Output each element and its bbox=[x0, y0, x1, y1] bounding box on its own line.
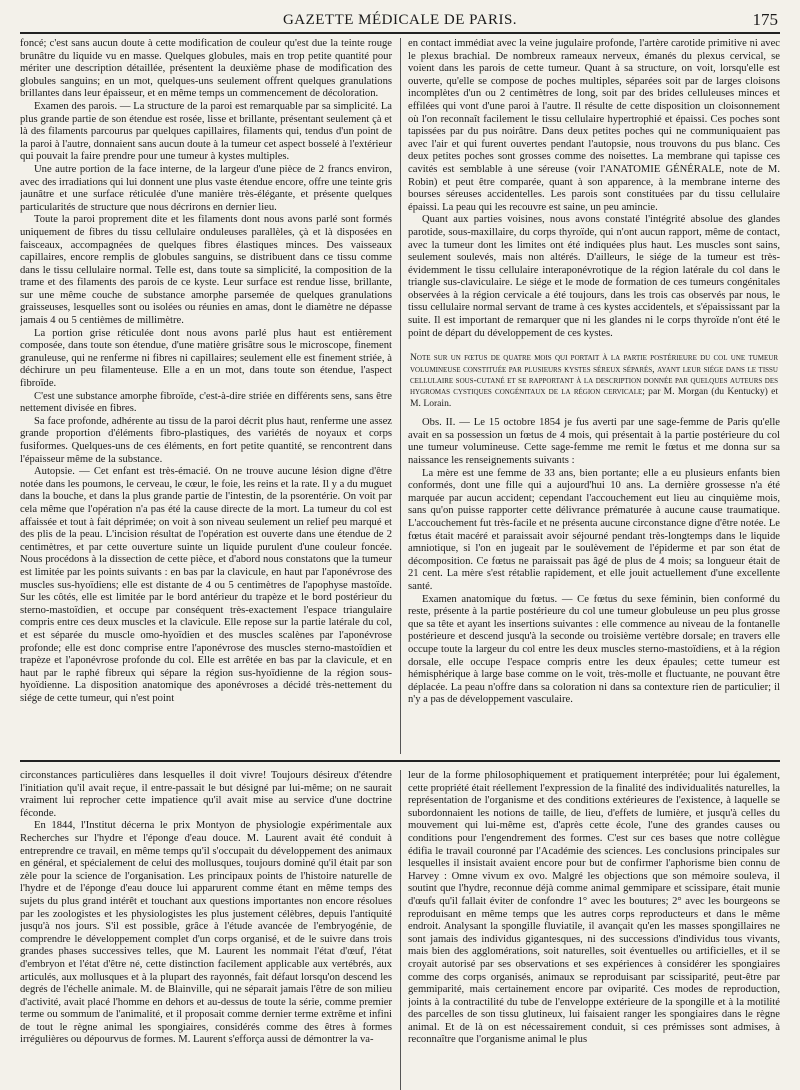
paragraph: circonstances particulières dans lesquelles il doit vivre! Toujours désireux d'étendre l'initiation qu'il avait reçue, il entre-passait le but désigné par lui-même; on ne saurait vraiment lui reprocher cette impatience qu'il avait mise au service d'une doctrine féconde. bbox=[20, 770, 392, 819]
column-divider bbox=[400, 38, 401, 754]
section-rule bbox=[20, 760, 780, 762]
paragraph: C'est une substance amorphe fibroïde, c'est-à-dire striée en différents sens, sans être nettement divisée en fibres. bbox=[20, 390, 392, 415]
paragraph: en contact immédiat avec la veine jugulaire profonde, l'artère carotide primitive ni avec le plexus brachial. De nombreux rameaux nerveux, émanés du plexus cervical, se voient dans les parois de cette tumeur. Quant à sa structure, on voit, lorsqu'elle est ouverte, qu'elle se compose de poches multiples, séparées soit par de larges cloisons incomplètes d'un ou 2 centimètres de long, soit par des brides celluleuses minces et effilées qui vont d'une paroi à l'autre. Il résulte de cette disposition un cloisonnement où l'on reconnaît facilement le tissu cellulaire hypertrophié et épaissi. Ces poches sont tapissées par du pus noirâtre. Dans deux petites poches qui ne communiquaient pas avec l'air et qui furent ouvertes pendant l'autopsie, nous trouvons du pus blanc. Ces deux petites poches sont grosses comme des noisettes. La membrane qui tapisse ces cavités est semblable à une séreuse (voir l'ANATOMIE GÉNÉRALE, note de M. Robin) et peut être comparée, quant à son apparence, à la membrane interne des bourses séreuses accidentelles. Les parois sont constituées par du tissu cellulaire épaissi. La peau qui les recouvre est saine, un peu amincie. bbox=[408, 38, 780, 213]
paragraph: En 1844, l'Institut décerna le prix Montyon de physiologie expérimentale aux Recherches sur l'hydre et l'éponge d'eau douce. M. Laurent avait été conduit à entreprendre ce travail, en même temps qu'il s'occupait du développement des animaux en général, et spécialement de celui des mollusques, toujours dominé qu'il était par son zèle pour la science de l'organisation. Les principaux points de l'histoire naturelle de l'hydre et de l'éponge d'eau douce lui apparurent comme étant en même temps des sujets du plus grand intérêt et touchant aux questions importantes non encore résolues par les zoologistes et les physiologistes les plus justement célèbres, depuis l'antiquité jusqu'à nos jours. S'il est possible, grâce à l'étude avancée de l'embryogénie, de comprendre le développement complet d'un corps organisé, et de le suivre dans trois grandes phases successives telles, que M. Laurent les nommait l'état d'œuf, l'état d'embryon et l'état d'être né, cette distinction facilement applicable aux vertébrés, aux articulés, aux mollusques et à la plupart des rayonnés, fait défaut lorsqu'on descend les degrés de l'échelle animale. M. de Blainville, qui ne séparait jamais l'être de son milieu d'activité, avait placé l'homme en dehors et au-dessus de toute la série, comme premier terme ou sommum de l'animalité, et il proposait comme dernier terme extrême et infini de tout le règne animal les spongiaires, considérés comme des êtres à formes irrégulières ou dépourvus de formes. M. Laurent s'efforça aussi de démontrer la va- bbox=[20, 820, 392, 1046]
page-header bbox=[20, 10, 780, 34]
top-right-column bbox=[408, 38, 780, 754]
paragraph: Toute la paroi proprement dite et les filaments dont nous avons parlé sont formés uniquement de fibres du tissu cellulaire onduleuses parallèles, çà et là disposées en faisceaux, accompagnées de quelques fibres élastiques minces. Des vaisseaux capillaires, encore remplis de globules sanguins, se distribuent dans ce tissu comme dans le tissu cellulaire normal. Telle est, dans toute sa simplicité, la composition de la trame et des filaments des parois de ce kyste. Leur surface est rendue lisse, brillante, sur une même couche de substance amorphe parsemée de quelques granulations graisseuses, lesquelles sont ou isolées ou réunies en amas, dont le diamètre ne dépasse jamais 4 ou 5 centièmes de millimètre. bbox=[20, 214, 392, 327]
paragraph: leur de la forme philosophiquement et pratiquement interprétée; pour lui également, cette propriété était réellement l'expression de la finalité des individualités naturelles, la représentation de l'organisme et des conditions extérieures de l'existence, à laquelle se subordonnaient les notions de taille, de lieu, d'effets de lumière, et jusqu'à celles du mouvement qui lui-même est, d'après cette école, l'une des grandes causes ou conditions pour l'engendrement des formes. C'est sur ces bases que notre collègue édifia le travail couronné par l'Académie des sciences. Les conclusions principales sur lesquelles il insistait avaient encore pour but de confirmer l'aphorisme bien connu de Harvey : Omne vivum ex ovo. Malgré les objections que son mémoire souleva, il soutint que l'hydre, reconnue déjà comme animal gemmipare et scissipare, était munie d'œufs qu'il fallait éviter de confondre 1° avec les boutures; 2° avec les bourgeons se reproduisant en même temps que les autres corps reproducteurs et dans le même endroit. Analysant la spongille fluviatile, il avançait qu'en les masses spongillaires ne sont jamais des individus gigantesques, ni des successions d'individus tous vivants, mais bien des agglomérations, soit naturelles, soit éventuelles ou artificielles, et il se croyait autorisé par ses observations et ses expériences à considérer les spongiaires comme des corps organisés, animaux se reproduisant par scissiparité, peut-être par gemmiparité, mais certainement encore par oviparité. Ces modes de reproduction, joints à la contractilité du tube de l'enveloppe extérieure de la spongille et à la motilité des parcelles de son tissu glutineux, lui faisaient ranger les spongiaires dans le règne animal. Et de là on est nécessairement conduit, si ces prémisses sont admises, à reconnaître que l'organisme animal le plus bbox=[408, 770, 780, 1046]
paragraph: Obs. II. — Le 15 octobre 1854 je fus averti par une sage-femme de Paris qu'elle avait en sa possession un fœtus de 4 mois, qui présentait à la partie postérieure du col une tumeur volumineuse. Cette sage-femme me remit le fœtus et me donna sur sa naissance les renseignements suivants : bbox=[408, 417, 780, 467]
bottom-left-column bbox=[20, 770, 392, 1090]
paragraph: Autopsie. — Cet enfant est très-émacié. On ne trouve aucune lésion digne d'être notée dans les poumons, le cerveau, le cœur, le foie, les reins et la rate. Il y a du muguet dans la bouche, et dans la plus grande partie de l'intestin, de la psorentérie. On voit par cela même que l'opération n'a pas été la cause directe de la mort. La tumeur du col est affaissée et tout à fait déprimée; on voit à son niveau seulement un relief peu marqué et des plis de la peau. L'incision résultat de l'opération est ouverte dans une étendue de 2 centimètres, et par cette ouverture suinte un liquide purulent d'une couleur foncée. Nous procédons à la dissection de cette pièce, et d'abord nous constatons que la tumeur est limitée par les points suivants : en bas par la clavicule, en haut par l'aponévrose des muscles sus-hyoïdiens; elle est distante de 4 ou 5 centimètres de l'apophyse mastoïde. Sur les côtés, elle est limitée par le bord antérieur du trapèze et le bord postérieur du sterno-mastoïdien, et occupe par conséquent très-exactement l'espace triangulaire compris entre ces deux muscles et la clavicule. Elle repose sur la partie latérale du col, et est séparée du muscle omo-hyoïdien et des muscles scalènes par l'aponévrose profonde; elle est donc comprise entre l'aponévrose des muscles sterno-mastoïdien et trapèze et l'aponévrose profonde du col. Elle est arrêtée en bas par la clavicule, et en haut par le raphé fibreux qui sépare la région sus-hyoïdienne de la région sous-hyoïdienne. La disposition anatomique des aponévroses a décidé très-nettement du siége de cette tumeur, qui n'est point bbox=[20, 466, 392, 704]
bottom-right-column bbox=[408, 770, 780, 1090]
paragraph: Sa face profonde, adhérente au tissu de la paroi décrit plus haut, renferme une assez grande proportion d'éléments fibro-plastiques, des variétés de noyaux et corps fusiformes. Quelques-uns de ces éléments, en fort petite quantité, se rencontrent dans l'épaisseur même de la substance. bbox=[20, 415, 392, 465]
paragraph: Une autre portion de la face interne, de la largeur d'une pièce de 2 francs environ, avec des irradiations qui lui donnent une plus vaste étendue encore, offre une teinte gris jaunâtre et une surface réticulée d'une manière très-élégante, et présente quelques particularités de structure que nous décrirons en dernier lieu. bbox=[20, 163, 392, 213]
paragraph: foncé; c'est sans aucun doute à cette modification de couleur qu'est due la teinte rouge brunâtre du liquide vu en masse. Quelques globules, mais en trop petite quantité pour mériter une description détaillée, présentent la deuxième phase de modification des globules sanguins; en un mot, quelques-uns seulement offrent quelques granulations brillantes dans leur épaisseur, et en même temps un commencement de décoloration. bbox=[20, 38, 392, 100]
notice-title: Note sur un fœtus de quatre mois qui portait à la partie postérieure du col une tumeur volumineuse constituée par plusieurs kystes séreux séparés, ayant leur siége dans le tissu cellulaire sous-cutané et se rapportant à la description donnée par quelques auteurs des hygromas cystiques congénitaux de la région cervicale; bbox=[410, 352, 778, 398]
journal-title: GAZETTE MÉDICALE DE PARIS. bbox=[282, 12, 518, 28]
notice-authors: par M. Morgan (du Kentucky) et M. Lorain. bbox=[410, 386, 778, 409]
article-notice-heading bbox=[408, 352, 780, 409]
top-article bbox=[20, 38, 780, 754]
bottom-article bbox=[20, 770, 780, 1090]
paragraph: La portion grise réticulée dont nous avons parlé plus haut est entièrement composée, dans toute son étendue, d'une matière grisâtre sous le microscope, finement granuleuse, qui ne renferme ni fibres ni capillaires; seulement elle est finement striée, à déchirure un peu filamenteuse. Elle a en un mot, dans toute son étendue, l'aspect fibroïde. bbox=[20, 327, 392, 390]
column-divider bbox=[400, 770, 401, 1090]
paragraph: Examen des parois. — La structure de la paroi est remarquable par sa simplicité. La plus grande partie de son étendue est rosée, lisse et brillante, présentant seulement çà et là des filaments parcourus par quelques capillaires, filaments qui, tendus d'un point de la paroi à l'autre, donnaient sans aucun doute à la tumeur cet aspect bosselé à l'extérieur qui pouvait la faire prendre pour une tumeur à kystes multiples. bbox=[20, 100, 392, 163]
paragraph: La mère est une femme de 33 ans, bien portante; elle a eu plusieurs enfants bien conformés, dont une fille qui a aujourd'hui 10 ans. La dernière grossesse n'a été marquée par aucun accident; cependant l'accouchement eut lieu au cinquième mois, sans qu'on puisse rapporter cette délivrance prématurée à aucune cause traumatique. L'accouchement fut très-facile et ne présenta aucune circonstance digne d'être notée. Le fœtus était macéré et paraissait avoir séjourné pendant très-longtemps dans le liquide amniotique, si l'on en jugeait par le soulèvement de l'épiderme et par son état de décomposition. Ce fœtus ne paraissait pas âgé de plus de 4 mois; sa longueur était de 21 cent. La mère s'est rétablie rapidement, et elle jouit actuellement d'une excellente santé. bbox=[408, 467, 780, 592]
paragraph: Examen anatomique du fœtus. — Ce fœtus du sexe féminin, bien conformé du reste, présente à la partie postérieure du col une tumeur globuleuse un peu plus grosse que sa tête et ayant les insertions suivantes : elle commence au niveau de la fontanelle postérieure et descend jusqu'à la seconde ou troisième vertèbre dorsale; en travers elle occupe toute la largeur du col entre les deux muscles sterno-mastoïdiens, et à la région dorsale, elle occupe l'espace compris entre les deux épaules; cette tumeur est hémisphérique à large base comme on le voit, très-molle et fluctuante, ne pouvant être déplacée. La peau n'offre dans sa coloration ni dans sa contexture rien de particulier; il n'y a pas de développement vasculaire. bbox=[408, 593, 780, 706]
top-left-column bbox=[20, 38, 392, 754]
page-number: 175 bbox=[752, 10, 778, 29]
paragraph: Quant aux parties voisines, nous avons constaté l'intégrité absolue des glandes parotide, sous-maxillaire, du corps thyroïde, qui n'ont aucun rapport, même de contact, avec la tumeur dont les limites ont été indiquées plus haut. Les muscles sont sains, seulement soulevés, mais non altérés. D'ailleurs, le siége de la tumeur est très-évidemment le tissu cellulaire interaponévrotique de la région latérale du col dans le triangle sus-claviculaire. Le siége et le mode de formation de ces tumeurs congénitales observées à la région cervicale a été toujours, dans les trois cas observés par nous, le tissu cellulaire normal servant de trame à ces kystes accidentels, et s'épaississant par la suite. Il est important de remarquer que ni les glandes ni le corps thyroïde n'ont été le point de départ du développement de ces kystes. bbox=[408, 214, 780, 339]
